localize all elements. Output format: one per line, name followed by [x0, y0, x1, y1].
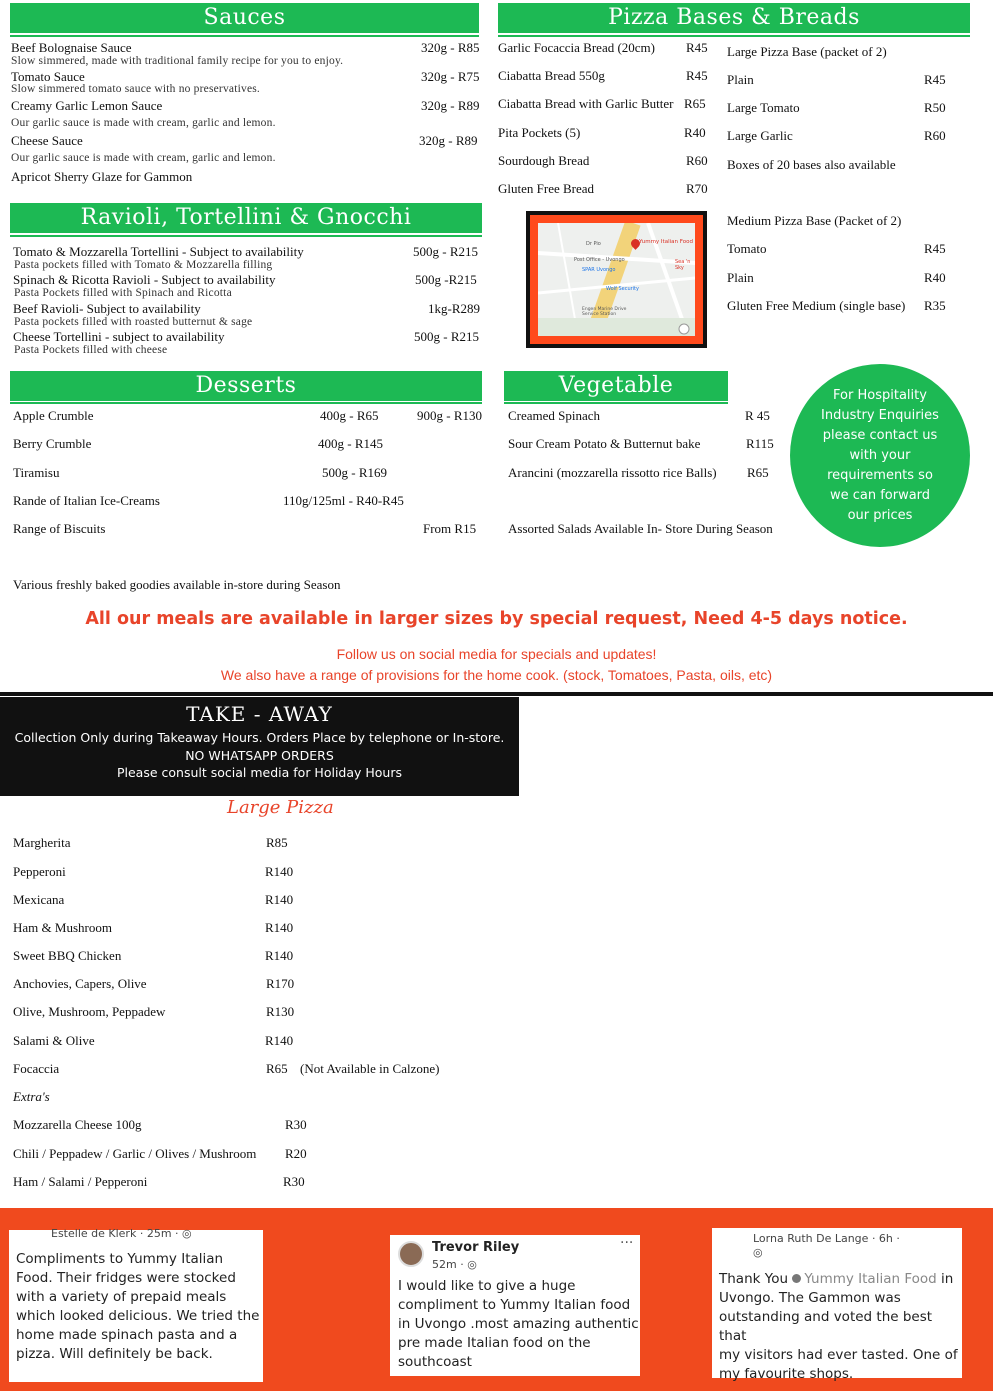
pizza-price: R140: [265, 948, 294, 963]
vegetable-price: R 45: [745, 408, 770, 423]
dessert-price-large: 900g - R130: [417, 408, 482, 423]
review-line: Thank You: [719, 1271, 793, 1287]
dessert-price: 110g/125ml - R40-R45: [283, 493, 404, 508]
desserts-banner: [10, 371, 482, 401]
extra-price: R30: [285, 1117, 307, 1132]
sauce-name: Beef Bolognaise Sauce: [11, 40, 132, 55]
review-line: my favourite shops.: [719, 1366, 854, 1382]
bread-name: Pita Pockets (5): [498, 125, 581, 140]
hospitality-line: please contact us: [822, 428, 938, 443]
bread-name: Ciabatta Bread 550g: [498, 68, 605, 83]
sauce-price: 320g - R85: [421, 40, 480, 55]
ravioli-name: Spinach & Ricotta Ravioli - Subject to availability: [13, 272, 276, 287]
takeaway-line: NO WHATSAPP ORDERS: [185, 747, 334, 763]
sauce-desc: Slow simmered tomato sauce with no preservatives.: [11, 83, 261, 95]
ravioli-price: 500g - R215: [413, 244, 478, 259]
ravioli-price: 1kg-R289: [428, 301, 480, 316]
vegetable-underline: [504, 402, 728, 404]
desserts-title: Desserts: [195, 373, 297, 398]
review-meta: · 25m · ◎: [139, 1227, 192, 1240]
sauce-price: 320g - R89: [421, 98, 480, 113]
salads-note: Assorted Salads Available In- Store During Season: [508, 521, 773, 536]
ravioli-desc: Pasta Pockets filled with Spinach and Ricotta: [14, 287, 232, 299]
large-pizza-title: Large Pizza: [227, 797, 334, 818]
review-line: my visitors had ever tasted. One of: [719, 1347, 958, 1363]
takeaway-line: Collection Only during Takeaway Hours. Orders Place by telephone or In-store.: [14, 730, 505, 745]
dessert-price: 500g - R169: [322, 465, 387, 480]
sauce-name: Creamy Garlic Lemon Sauce: [11, 98, 163, 113]
avatar[interactable]: [398, 1241, 424, 1267]
section-divider: [0, 692, 993, 696]
map-canvas[interactable]: [538, 223, 695, 336]
sauce-desc: Slow simmered, made with traditional family recipe for you to enjoy.: [11, 55, 344, 67]
ravioli-banner: [10, 203, 482, 233]
review-line: pizza. Will definitely be back.: [16, 1346, 213, 1362]
ravioli-price: 500g - R215: [414, 329, 479, 344]
medium-base-price: R40: [924, 270, 946, 285]
dessert-name: Range of Biscuits: [13, 521, 106, 536]
review-line: Uvongo. The Gammon was: [719, 1290, 901, 1306]
bread-name: Garlic Focaccia Bread (20cm): [498, 40, 656, 55]
bread-price: R40: [684, 125, 706, 140]
medium-base-name: Tomato: [727, 241, 767, 256]
social-media-notice: Follow us on social media for specials and updates!: [336, 646, 657, 662]
pizza-price: R65: [266, 1061, 288, 1076]
review-author[interactable]: Trevor Riley: [432, 1240, 520, 1255]
hospitality-line: our prices: [847, 508, 913, 523]
map-label: Dr Pio: [586, 241, 601, 247]
takeaway-title: TAKE - AWAY: [186, 702, 333, 726]
pizza-price: R140: [265, 1033, 294, 1048]
review-line: Compliments to Yummy Italian: [16, 1251, 224, 1267]
bread-price: R70: [686, 181, 708, 196]
goodies-note: Various freshly baked goodies available in-store during Season: [13, 577, 341, 592]
pizza-name: Salami & Olive: [13, 1033, 95, 1048]
map-label: SPAR Uvongo: [582, 267, 616, 273]
pizza-price: R130: [266, 1004, 295, 1019]
bread-name: Ciabatta Bread with Garlic Butter: [498, 96, 674, 111]
boxes-note: Boxes of 20 bases also available: [727, 157, 896, 172]
sauce-desc: Our garlic sauce is made with cream, garlic and lemon.: [11, 152, 276, 164]
pizza-name: Ham & Mushroom: [13, 920, 112, 935]
sauces-banner: [10, 3, 479, 33]
pizza-price: R140: [265, 920, 294, 935]
review-author-row: [51, 1227, 192, 1240]
dessert-name: Rande of Italian Ice-Creams: [13, 493, 160, 508]
review-line: in Uvongo .most amazing authentic: [398, 1316, 639, 1332]
bread-price: R45: [686, 68, 708, 83]
ravioli-name: Cheese Tortellini - subject to availability: [13, 329, 225, 344]
breads-underline: [498, 35, 970, 37]
large-base-name: Large Tomato: [727, 100, 800, 115]
sauce-name: Tomato Sauce: [11, 69, 85, 84]
ravioli-underline: [10, 235, 482, 237]
review-line: outstanding and voted the best that: [719, 1309, 933, 1344]
ravioli-title: Ravioli, Tortellini & Gnocchi: [80, 205, 412, 230]
desserts-underline: [10, 402, 482, 404]
pizza-name: Pepperoni: [13, 864, 66, 879]
medium-base-name: Gluten Free Medium (single base): [727, 298, 906, 313]
review-author[interactable]: Lorna Ruth De Lange: [753, 1232, 869, 1245]
map-label: Engen Marine Drive Service Station: [582, 307, 627, 317]
sauce-price: 320g - R75: [421, 69, 480, 84]
ravioli-desc: Pasta pockets filled with roasted butternut & sage: [14, 316, 253, 328]
bread-price: R60: [686, 153, 708, 168]
pizza-name: Anchovies, Capers, Olive: [13, 976, 147, 991]
bread-name: Gluten Free Bread: [498, 181, 595, 196]
extra-name: Ham / Salami / Pepperoni: [13, 1174, 148, 1189]
vegetable-name: Creamed Spinach: [508, 408, 601, 423]
large-base-name: Large Garlic: [727, 128, 793, 143]
bread-price: R45: [686, 40, 708, 55]
map-label: Post Office - Uvongo: [574, 257, 625, 263]
extra-price: R20: [285, 1146, 307, 1161]
reviews-strip: [0, 1208, 993, 1391]
vegetable-title: Vegetable: [558, 373, 674, 398]
map-label: Wolf Security: [606, 286, 639, 292]
review-author-row: [753, 1232, 900, 1245]
hospitality-line: with your: [849, 448, 911, 463]
ravioli-desc: Pasta Pockets filled with cheese: [14, 344, 168, 356]
bread-price: R65: [684, 96, 706, 111]
review-meta: · 6h ·: [871, 1232, 900, 1245]
review-line: which looked delicious. We tried the: [16, 1308, 260, 1324]
dessert-name: Apple Crumble: [13, 408, 94, 423]
vegetable-banner: [504, 371, 728, 401]
extra-name: Mozzarella Cheese 100g: [13, 1117, 142, 1132]
sauce-desc: Our garlic sauce is made with cream, garlic and lemon.: [11, 117, 276, 129]
sauce-name: Apricot Sherry Glaze for Gammon: [11, 169, 193, 184]
large-base-heading: Large Pizza Base (packet of 2): [727, 44, 887, 59]
bread-name: Sourdough Bread: [498, 153, 590, 168]
pizza-price: R85: [266, 835, 288, 850]
review-author[interactable]: Estelle de Klerk: [51, 1227, 137, 1240]
large-base-price: R50: [924, 100, 946, 115]
hospitality-line: we can forward: [829, 488, 931, 503]
globe-icon: ◎: [753, 1246, 763, 1259]
ravioli-name: Tomato & Mozzarella Tortellini - Subject to availability: [13, 244, 304, 259]
review-line: compliment to Yummy Italian food: [398, 1297, 631, 1313]
review-first-line: [719, 1270, 962, 1289]
extras-heading: Extra's: [13, 1089, 50, 1104]
hospitality-enquiries-badge: [790, 364, 970, 547]
review-card: [9, 1227, 263, 1382]
sauces-title: Sauces: [203, 5, 286, 30]
page-link[interactable]: Yummy Italian Food: [804, 1271, 937, 1287]
breads-banner: [498, 3, 970, 33]
review-line: Food. Their fridges were stocked: [16, 1270, 236, 1286]
pizza-price: R140: [265, 864, 294, 879]
pizza-name: Margherita: [13, 835, 71, 850]
medium-base-name: Plain: [727, 270, 754, 285]
vegetable-price: R65: [747, 465, 769, 480]
provisions-notice: We also have a range of provisions for the home cook. (stock, Tomatoes, Pasta, oils, etc): [220, 667, 773, 683]
extra-name: Chili / Peppadew / Garlic / Olives / Mushroom: [13, 1146, 257, 1161]
review-line: I would like to give a huge: [398, 1278, 576, 1294]
vegetable-name: Sour Cream Potato & Butternut bake: [508, 436, 701, 451]
ravioli-desc: Pasta pockets filled with Tomato & Mozzarella filling: [14, 259, 273, 271]
review-meta: 52m · ◎: [432, 1258, 477, 1271]
map-label: Sea 'n Sky: [675, 259, 691, 271]
pizza-price: R140: [265, 892, 294, 907]
large-base-price: R45: [924, 72, 946, 87]
pizza-name: Mexicana: [13, 892, 65, 907]
ravioli-price: 500g -R215: [415, 272, 477, 287]
sauce-price: 320g - R89: [419, 133, 478, 148]
review-line: with a variety of prepaid meals: [16, 1289, 227, 1305]
pizza-note: (Not Available in Calzone): [300, 1061, 440, 1076]
review-card: [712, 1228, 962, 1382]
dessert-price: 400g - R65: [320, 408, 379, 423]
hospitality-line: requirements so: [827, 468, 933, 483]
takeaway-panel: [0, 697, 519, 796]
sauce-name: Cheese Sauce: [11, 133, 83, 148]
review-line: pre made Italian food on the: [398, 1335, 591, 1351]
review-card: [390, 1235, 640, 1376]
review-line: home made spinach pasta and a: [16, 1327, 238, 1343]
large-base-price: R60: [924, 128, 946, 143]
map-label: Yummy Italian Food: [639, 239, 693, 245]
extra-price: R30: [283, 1174, 305, 1189]
more-options-icon[interactable]: ···: [620, 1235, 634, 1251]
takeaway-line: Please consult social media for Holiday Hours: [116, 765, 403, 780]
vegetable-name: Arancini (mozzarella rissotto rice Balls): [508, 465, 717, 480]
medium-base-price: R45: [924, 241, 946, 256]
pizza-name: Sweet BBQ Chicken: [13, 948, 122, 963]
medium-base-heading: Medium Pizza Base (Packet of 2): [727, 213, 902, 228]
pizza-name: Olive, Mushroom, Peppadew: [13, 1004, 166, 1019]
review-line: southcoast: [398, 1354, 472, 1370]
hospitality-line: For Hospitality: [833, 388, 927, 403]
dessert-name: Tiramisu: [13, 465, 60, 480]
pizza-price: R170: [266, 976, 295, 991]
dessert-name: Berry Crumble: [13, 436, 92, 451]
hospitality-line: Industry Enquiries: [821, 408, 939, 423]
pizza-name: Focaccia: [13, 1061, 60, 1076]
sauces-underline: [10, 35, 479, 37]
ravioli-name: Beef Ravioli- Subject to availability: [13, 301, 201, 316]
verified-icon: [792, 1274, 801, 1283]
location-map[interactable]: [526, 211, 707, 348]
breads-title: Pizza Bases & Breads: [608, 5, 860, 30]
review-body: [398, 1277, 639, 1372]
review-body: [719, 1270, 962, 1384]
medium-base-price: R35: [924, 298, 946, 313]
review-line: in: [936, 1271, 954, 1287]
review-body: [16, 1250, 259, 1364]
vegetable-price: R115: [746, 436, 774, 451]
dessert-price-large: From R15: [423, 521, 477, 536]
larger-sizes-notice: All our meals are available in larger sizes by special request, Need 4-5 days notice.: [85, 609, 908, 629]
dessert-price: 400g - R145: [318, 436, 383, 451]
large-base-name: Plain: [727, 72, 754, 87]
